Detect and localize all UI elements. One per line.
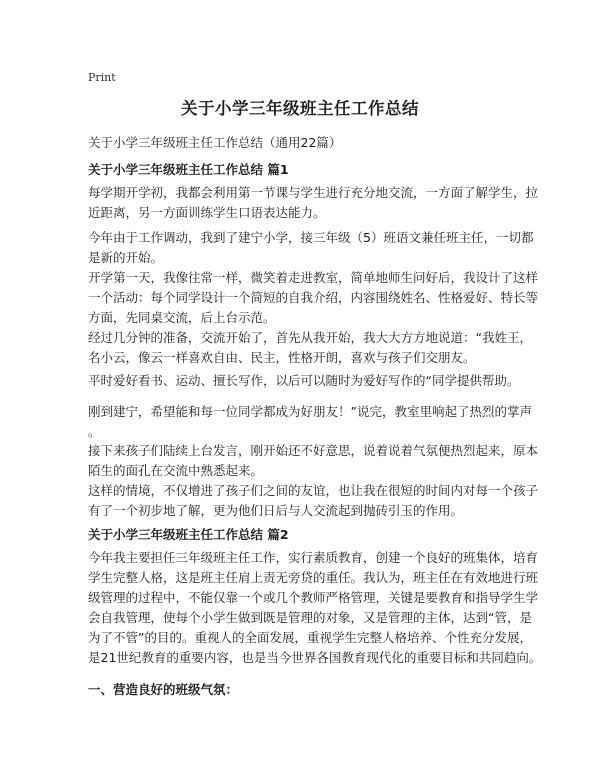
section3-heading: 一、营造良好的班级气氛： [88, 682, 239, 697]
paragraph-line: 接下来孩子们陆续上台发言，刚开始还不好意思，说着说着气氛便热烈起来，原本 [88, 443, 539, 458]
paragraph-line: 是新的开始。 [88, 250, 164, 265]
section1-heading: 关于小学三年级班主任工作总结 篇1 [88, 162, 289, 177]
document-title: 关于小学三年级班主任工作总结 [181, 99, 419, 118]
paragraph-line: 学生完整人格，这是班主任肩上责无旁贷的重任。我认为，班主任在有效地进行班 [88, 570, 539, 585]
paragraph [88, 328, 532, 368]
paragraph [88, 371, 520, 391]
paragraph-line: 会自我管理，使每个小学生做到既是管理的对象，又是管理的主体，达到“管，是 [88, 610, 532, 625]
paragraph-line: 经过几分钟的准备，交流开始了，首先从我开始，我大大方方地说道：“我姓王， [88, 330, 532, 345]
document-subtitle: 关于小学三年级班主任工作总结（通用22篇） [88, 135, 342, 150]
paragraph-line: 开学第一天，我像往常一样，微笑着走进教室，简单地师生问好后，我设计了这样 [88, 270, 539, 285]
paragraph-line: 。 [88, 424, 101, 439]
paragraph-line: 是21世纪教育的重要内容，也是当今世界各国教育现代化的重要目标和共同趋向。 [88, 650, 542, 665]
paragraph-line: 陌生的面孔在交流中熟悉起来。 [88, 463, 264, 478]
paragraph [88, 228, 534, 268]
paragraph-line: 一个活动：每个同学设计一个简短的自我介绍，内容围绕姓名、性格爱好、特长等 [88, 290, 539, 305]
paragraph-line: 每学期开学初，我都会利用第一节课与学生进行充分地交流，一方面了解学生，拉 [88, 185, 539, 200]
paragraph-line: 级管理的过程中，不能仅靠一个或几个教师严格管理，关键是要教育和指导学生学 [88, 590, 539, 605]
paragraph-line: 有了一个初步地了解，更为他们日后与人交流起到抛砖引玉的作用。 [88, 503, 464, 518]
section2-heading: 关于小学三年级班主任工作总结 篇2 [88, 527, 289, 542]
paragraph [88, 268, 539, 328]
paragraph [88, 402, 532, 442]
paragraph-line: 平时爱好看书、运动、擅长写作，以后可以随时为爱好写作的“同学提供帮助。 [88, 373, 520, 388]
paragraph-line: 为了不管”的目的。重视人的全面发展，重视学生完整人格培养、个性充分发展， [88, 630, 532, 645]
paragraph [88, 481, 539, 521]
paragraph [88, 441, 539, 481]
paragraph-line: 刚到建宁，希望能和每一位同学都成为好朋友！”说完，教室里响起了热烈的掌声 [88, 404, 532, 419]
paragraph-line: 今年由于工作调动，我到了建宁小学，接三年级（5）班语文兼任班主任，一切都 [88, 230, 534, 245]
paragraph [88, 183, 539, 223]
paragraph [88, 548, 542, 668]
paragraph-line: 近距离，另一方面训练学生口语表达能力。 [88, 205, 326, 220]
paragraph-line: 这样的情境，不仅增进了孩子们之间的友谊，也让我在很短的时间内对每一个孩子 [88, 483, 539, 498]
paragraph-line: 方面，先同桌交流，后上台示范。 [88, 310, 276, 325]
paragraph-line: 名小云，像云一样喜欢自由、民主，性格开朗，喜欢与孩子们交朋友。 [88, 350, 476, 365]
print-label: Print [88, 71, 116, 84]
paragraph-line: 今年我主要担任三年级班主任工作，实行素质教育，创建一个良好的班集体，培育 [88, 550, 539, 565]
